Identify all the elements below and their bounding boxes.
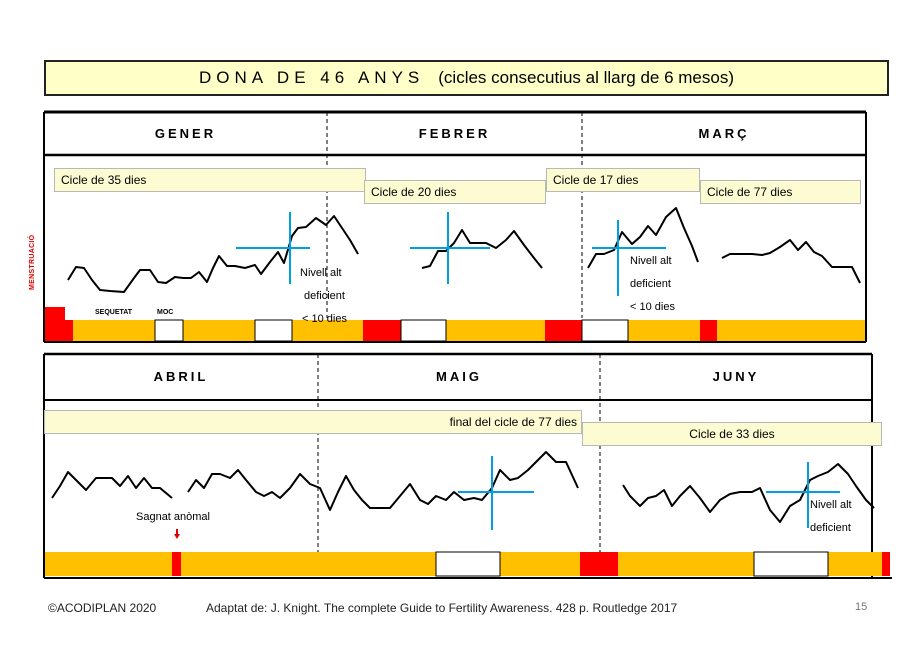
month-label-gener: GENER <box>154 126 217 141</box>
note-marc-line2: deficient <box>630 278 671 290</box>
mucus-label: MOC <box>157 309 174 316</box>
month-label-marc: MARÇ <box>698 126 750 141</box>
panel-bottom-frame <box>44 354 892 578</box>
footer-source: Adaptat de: J. Knight. The complete Guide to Fertility Awareness. 428 p. Routledge 2017 <box>206 601 678 615</box>
cycle-box-35: Cicle de 35 dies <box>54 168 366 192</box>
month-label-juny: JUNY <box>712 369 760 384</box>
month-label-abril: ABRIL <box>153 369 209 384</box>
note-juny <box>810 494 852 540</box>
cycle-box-33: Cicle de 33 dies <box>582 422 882 446</box>
note-gener-line1: Nivell alt <box>300 267 342 279</box>
footer-copyright: ©ACODIPLAN 2020 <box>48 601 157 615</box>
abnormal-bleeding-arrow <box>174 529 180 539</box>
cycle-box-77: Cicle de 77 dies <box>700 180 861 204</box>
note-juny-line2: deficient <box>810 522 851 534</box>
note-marc-line1: Nivell alt <box>630 255 672 267</box>
temperature-curves-top <box>68 208 860 292</box>
note-marc <box>630 250 675 319</box>
page-number: 15 <box>855 601 868 613</box>
cycle-box-77-end: final del cicle de 77 dies <box>44 410 582 434</box>
note-gener <box>300 262 347 331</box>
note-gener-line3: < 10 dies <box>302 313 347 325</box>
note-juny-line1: Nivell alt <box>810 499 852 511</box>
month-label-febrer: FEBRER <box>418 126 491 141</box>
cycle-box-20: Cicle de 20 dies <box>364 180 546 204</box>
bottom-status-bar <box>45 552 890 576</box>
abnormal-bleeding-label: Sagnat anòmal <box>136 511 210 523</box>
note-marc-line3: < 10 dies <box>630 301 675 313</box>
title-subtitle: (cicles consecutius al llarg de 6 mesos) <box>438 68 734 87</box>
dry-label: SEQUETAT <box>95 309 133 316</box>
cycle-box-17: Cicle de 17 dies <box>546 168 700 192</box>
month-label-maig: MAIG <box>436 369 482 384</box>
title-main: DONA DE 46 ANYS <box>199 68 425 87</box>
note-gener-line2: deficient <box>304 290 345 302</box>
menstruation-label: MENSTRUACIÓ <box>29 234 36 290</box>
panel-top-frame <box>44 112 866 342</box>
